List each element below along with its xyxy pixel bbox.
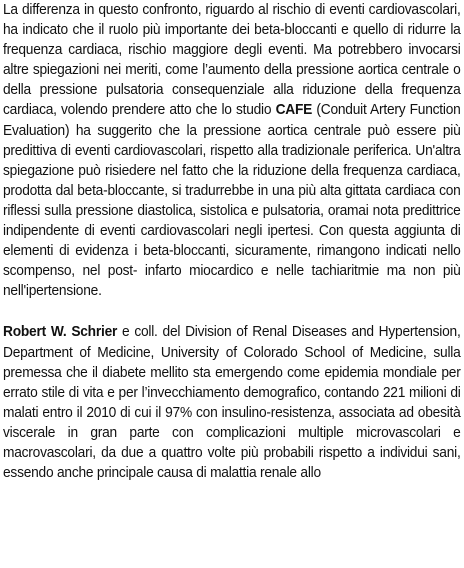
paragraph-1-text-after: (Conduit Artery Function Evaluation) ha suggerito che la pressione aortica centrale può essere più predittiva di eventi cardiovascolari, rispetto alla tradizionale periferica. Un'altra spiegazione può risiedere nel fatto che la riduzione della frequenza cardiaca, prodotta dal beta-bloccante, si tradurrebbe in una più alta gittata cardiaca con riflessi sulla pressione diastolica, sistolica e pulsatoria, oramai nota predittrice indipendente di eventi cardiovascolari negli ipertesi. Con questa aggiunta di elementi di evidenza i beta-bloccanti, sicuramente, rimangono indicati nello scompenso, nel post- infarto miocardico e nelle tachiaritmie ma non più nell'ipertensione.	[3, 102, 461, 300]
study-name-cafe: CAFE	[275, 102, 313, 119]
paragraph-schrier-study	[3, 322, 461, 483]
document-body	[3, 0, 461, 483]
paragraph-1-text-before: La differenza in questo confronto, riguardo al rischio di eventi cardiovascolari, ha indicato che il ruolo più importante dei beta-bloccanti e quello di ridurre la frequenza cardiaca, rischio maggiore degli eventi. Ma potrebbero invocarsi altre spiegazioni nei meriti, come l’aumento della pressione aortica centrale o della pressione pulsatoria consequenziale alla riduzione della frequenza cardiaca, volendo prendere atto che lo studio	[3, 2, 461, 119]
author-name: Robert W. Schrier	[3, 324, 118, 341]
document-page	[3, 0, 461, 568]
paragraph-spacer	[3, 301, 461, 322]
paragraph-2-text-after: e coll. del Division of Renal Diseases and Hypertension, Department of Medicine, University of Colorado School of Medicine, sulla premessa che il diabete mellito sta emergendo come epidemia mondiale per errato stile di vita e per l’invecchiamento demografico, contando 221 milioni di malati entro il 2010 di cui il 97% con insulino-resistenza, associata ad obesità viscerale in gran parte con complicazioni multiple microvascolari e macrovascolari, da due a quattro volte più probabili rispetto a individui sani, essendo anche principale causa di malattia renale allo	[3, 324, 461, 482]
paragraph-cafe-study	[3, 0, 461, 301]
